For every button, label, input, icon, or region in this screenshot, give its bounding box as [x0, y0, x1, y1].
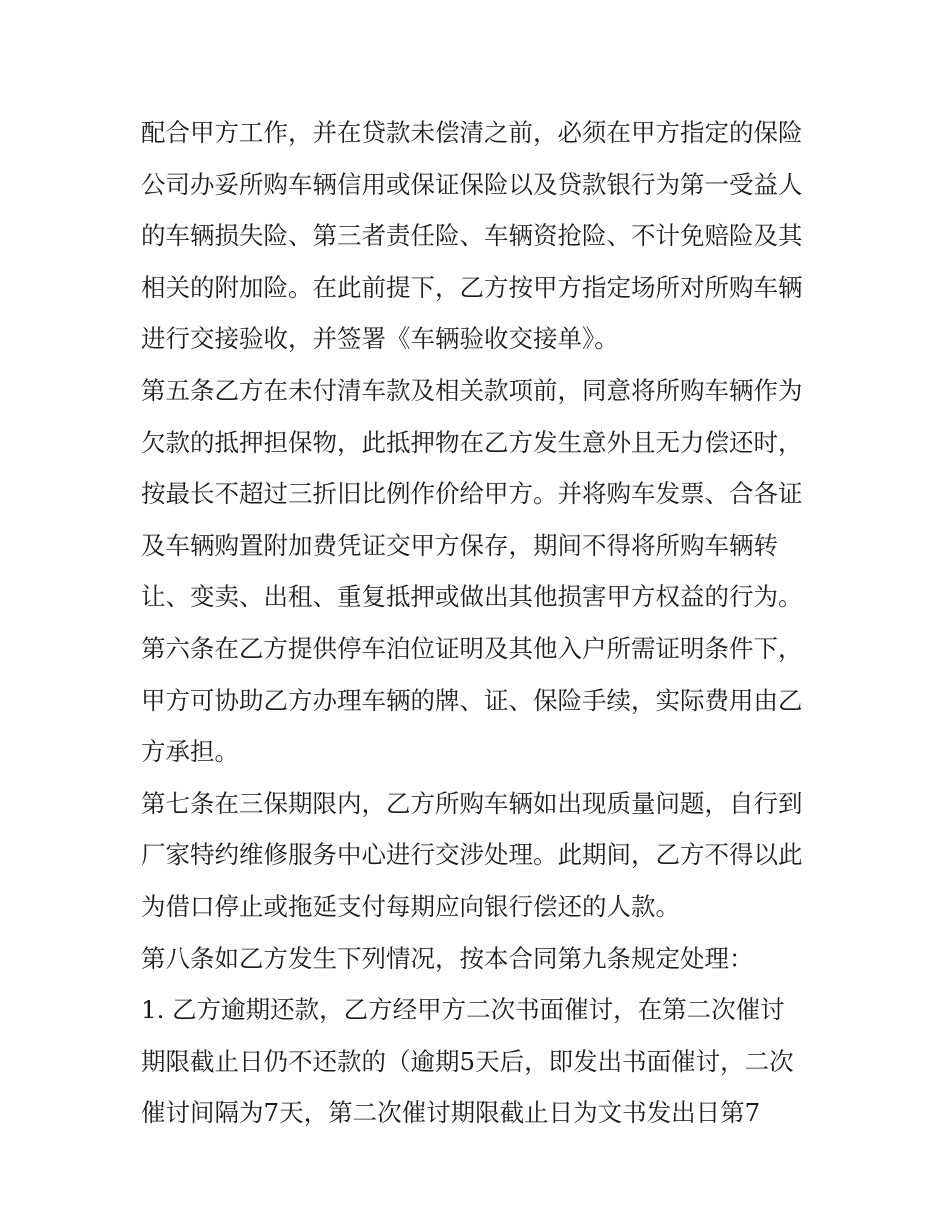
paragraph-line: 为借口停止或拖延支付每期应向银行偿还的人款。	[141, 891, 680, 921]
paragraph-line: 按最长不超过三折旧比例作价给甲方。并将购车发票、合各证	[141, 479, 803, 509]
paragraph-line: 进行交接验收，并签署《车辆验收交接单》。	[141, 324, 619, 354]
paragraph-line: 让、变卖、出租、重复抵押或做出其他损害甲方权益的行为。	[141, 582, 803, 612]
article-8-line: 第八条如乙方发生下列情况，按本合同第九条规定处理：	[141, 943, 754, 973]
paragraph-line: 方承担。	[141, 737, 239, 767]
article-7-line: 第七条在三保期限内，乙方所购车辆如出现质量问题，自行到	[141, 788, 803, 818]
paragraph-line: 厂家特约维修服务中心进行交涉处理。此期间，乙方不得以此	[141, 840, 803, 870]
list-item-1-line: 1. 乙方逾期还款，乙方经甲方二次书面催讨，在第二次催讨	[141, 995, 785, 1025]
paragraph-line: 甲方可协助乙方办理车辆的牌、证、保险手续，实际费用由乙	[141, 685, 803, 715]
paragraph-line: 欠款的抵押担保物，此抵押物在乙方发生意外且无力偿还时，	[141, 427, 803, 457]
paragraph-line: 公司办妥所购车辆信用或保证保险以及贷款银行为第一受益人	[141, 169, 803, 199]
paragraph-line: 的车辆损失险、第三者责任险、车辆资抢险、不计免赔险及其	[141, 221, 803, 251]
article-6-line: 第六条在乙方提供停车泊位证明及其他入户所需证明条件下，	[141, 633, 803, 663]
paragraph-line: 催讨间隔为7天，第二次催讨期限截止日为文书发出日第7	[141, 1098, 761, 1128]
paragraph-line: 及车辆购置附加费凭证交甲方保存，期间不得将所购车辆转	[141, 530, 778, 560]
article-5-line: 第五条乙方在未付清车款及相关款项前，同意将所购车辆作为	[141, 375, 803, 405]
paragraph-line: 配合甲方工作，并在贷款未偿清之前，必须在甲方指定的保险	[141, 118, 803, 147]
paragraph-line: 期限截止日仍不还款的（逾期5天后，即发出书面催讨，二次	[141, 1046, 794, 1076]
paragraph-line: 相关的附加险。在此前提下，乙方按甲方指定场所对所购车辆	[141, 272, 803, 302]
contract-text-body	[141, 107, 821, 1139]
